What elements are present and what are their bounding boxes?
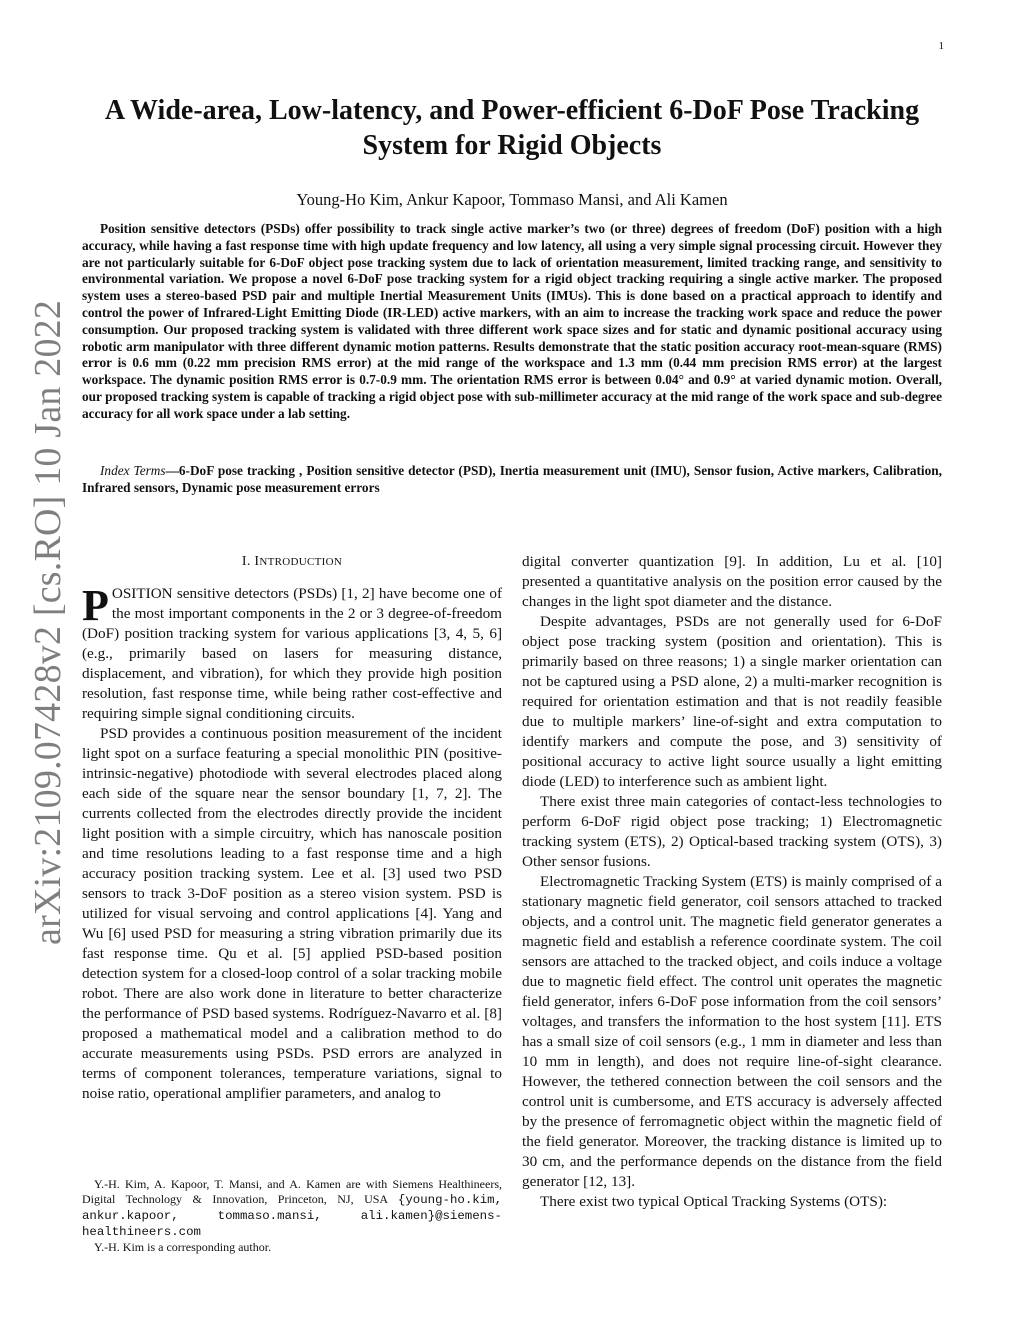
page-number: 1 — [938, 40, 944, 52]
index-terms-label: Index Terms — [100, 463, 166, 478]
drop-cap: P — [82, 581, 109, 630]
footnote — [82, 1177, 502, 1255]
left-column — [82, 552, 502, 1104]
right-column — [522, 552, 942, 1212]
footnote-affiliation-text: Y.-H. Kim, A. Kapoor, T. Mansi, and A. Kamen are with Siemens Healthineers, Digital Technology & Innovation, Princeton, NJ, USA — [82, 1177, 502, 1206]
intro-paragraph-2: PSD provides a continuous position measurement of the incident light spot on a surface featuring a special monolithic PIN (positive-intrinsic-negative) photodiode with several electrodes placed along each side of the square near the sensor boundary [1, 7, 2]. The currents collected from the electrodes directly provide the incident light position with a simple circuitry, which has nanoscale position and time resolutions leading to a fast response time and a high accuracy position tracking system. Lee et al. [3] used two PSD sensors to track 3-DoF position as a stereo vision system. PSD is utilized for visual servoing and control applications [4]. Yang and Wu [6] used PSD for measuring a string vibration primarily due its fast response time. Qu et al. [5] applied PSD-based position detection system for a closed-loop control of a solar tracking mobile robot. There are also work done in literature to better characterize the performance of PSD based systems. Rodríguez-Navarro et al. [8] proposed a mathematical model and a calibration method to do accurate measurements using PSDs. PSD errors are analyzed in terms of component tolerances, temperature variations, signal to noise ratio, operational amplifier parameters, and analog to — [82, 725, 502, 1102]
footnote-corresponding: Y.-H. Kim is a corresponding author. — [94, 1240, 272, 1254]
right-paragraph-2: There exist three main categories of contact-less technologies to perform 6-DoF rigid object pose tracking; 1) Electromagnetic tracking system (ETS), 2) Optical-based tracking system (OTS), 3) Other sensor fusions. — [522, 793, 942, 870]
footnote-emails[interactable]: {young-ho.kim, ankur.kapoor, tommaso.mansi, ali.kamen}@siemens-healthineers.com — [82, 1193, 503, 1239]
right-paragraph-3: Electromagnetic Tracking System (ETS) is mainly comprised of a stationary magnetic field generator, coil sensors attached to tracked objects, and a control unit. The magnetic field generator generates a magnetic field and establish a reference coordinate system. The coil sensors are attached to the tracked object, and coils induce a voltage due to magnetic field effect. The control unit operates the magnetic field generator, infers 6-DoF pose information from the coil sensors’ voltages, and transfers the information to the host system [11]. ETS has a small size of coil sensors (e.g., 1 mm in diameter and less than 10 mm in length), and does not require line-of-sight clearance. However, the tethered connection between the coil sensors and the control unit is cumbersome, and ETS accuracy is adversely affected by the presence of ferromagnetic object within the magnetic field of the field generator. Moreover, the tracking distance is limited up to 30 cm, and the performance depends on the distance from the field generator [12, 13]. — [522, 873, 942, 1190]
right-paragraph-0: digital converter quantization [9]. In addition, Lu et al. [10] presented a quantitative analysis on the position error caused by the changes in the light spot diameter and the distance. — [522, 553, 942, 610]
section-numeral: I. — [241, 554, 255, 569]
index-terms — [82, 463, 942, 497]
author-list: Young-Ho Kim, Ankur Kapoor, Tommaso Mansi, and Ali Kamen — [296, 190, 728, 209]
intro-paragraph-1 — [82, 581, 502, 724]
right-paragraph-1: Despite advantages, PSDs are not generally used for 6-DoF object pose tracking system (position and orientation). This is primarily based on three reasons; 1) a single marker orientation can not be captured using a PSD alone, 2) a multi-marker recognition is required for orientation estimation and that is not readily feasible due to multiple markers’ line-of-sight and extra computation to identify markers and compute the pose, and 3) sensitivity of positional accuracy to active light source usually a light emitting diode (LED) to interference such as ambient light. — [522, 613, 942, 790]
intro-paragraph-1-text: OSITION sensitive detectors (PSDs) [1, 2] have become one of the most important components in the 2 or 3 degree-of-freedom (DoF) position tracking system for various applications [3, 4, 5, 6] (e.g., primarily based on lasers for measuring distance, displacement, and vibration), for which they provide high position resolution, fast response time, while being rather cost-effective and requiring simple signal conditioning circuits. — [82, 585, 502, 722]
right-paragraph-4: There exist two typical Optical Tracking Systems (OTS): — [540, 1193, 888, 1210]
index-terms-text: —6-DoF pose tracking , Position sensitive detector (PSD), Inertia measurement unit (IMU), Sensor fusion, Active markers, Calibration, Infrared sensors, Dynamic pose measurement errors — [82, 463, 942, 495]
section-title-rest: NTRODUCTION — [259, 556, 343, 568]
paper-title: A Wide-area, Low-latency, and Power-efficient 6-DoF Pose Tracking System for Rigid Objects — [104, 95, 920, 161]
section-heading-introduction — [82, 552, 502, 572]
footnote-affiliation — [82, 1177, 502, 1240]
arxiv-stamp: arXiv:2109.07428v2 [cs.RO] 10 Jan 2022 — [27, 299, 69, 945]
section-first-letter: I — [254, 554, 260, 569]
abstract: Position sensitive detectors (PSDs) offer possibility to track single active marker’s two (or three) degrees of freedom (DoF) position with a high accuracy, while having a fast response time with high update frequency and low latency, all using a very simple signal processing circuit. However they are not particularly suitable for 6-DoF object pose tracking system due to lack of orientation measurement, limited tracking range, and sensitivity to environmental variation. We propose a novel 6-DoF pose tracking system for a rigid object tracking requiring a single active marker. The proposed system uses a stereo-based PSD pair and multiple Inertial Measurement Units (IMUs). This is done based on a practical approach to identify and control the power of Infrared-Light Emitting Diode (IR-LED) active markers, with an aim to increase the tracking work space and reduce the power consumption. Our proposed tracking system is validated with three different work space sizes and for static and dynamic positional accuracy using robotic arm manipulator with three different dynamic motion patterns. Results demonstrate that the static position accuracy root-mean-square (RMS) error is 0.6 mm (0.22 mm precision RMS error) at the mid range of the workspace and 1.3 mm (0.44 mm precision RMS error) at the largest workspace. The dynamic position RMS error is 0.7-0.9 mm. The orientation RMS error is between 0.04° and 0.9° at varied dynamic motion. Overall, our proposed tracking system is capable of tracking a rigid object pose with sub-millimeter accuracy at the mid range of the work space and sub-degree accuracy for all work space under a lab setting. — [82, 221, 942, 421]
